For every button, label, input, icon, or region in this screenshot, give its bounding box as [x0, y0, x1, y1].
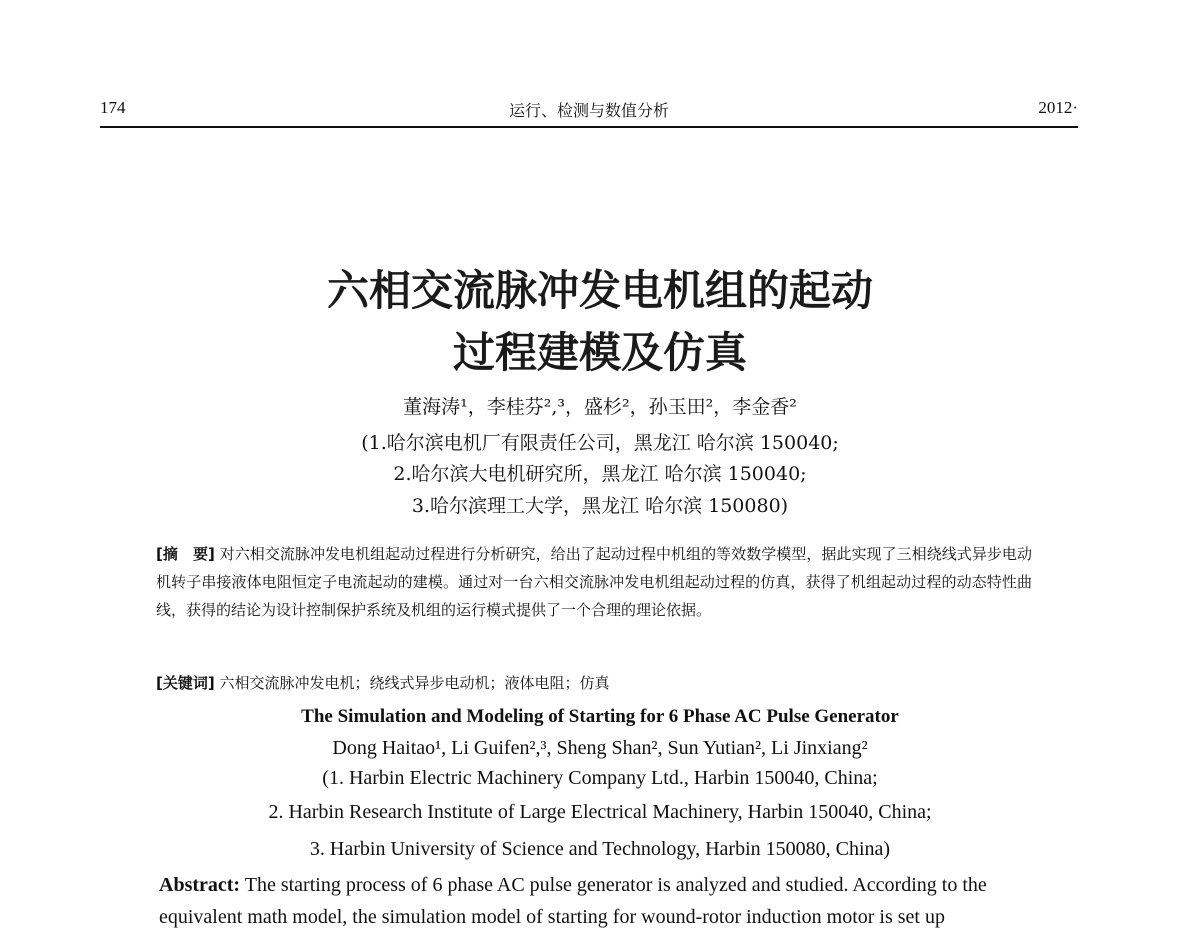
keywords-cn — [156, 672, 610, 693]
title-cn-line2: 过程建模及仿真 — [452, 328, 747, 377]
authors-en: Dong Haitao¹, Li Guifen²,³, Sheng Shan², Sun Yutian², Li Jinxiang² — [332, 737, 868, 759]
affiliation-en-1: (1. Harbin Electric Machinery Company Ltd., Harbin 150040, China; — [322, 767, 878, 789]
affiliation-cn-2: 2.哈尔滨大电机研究所，黑龙江 哈尔滨 150040; — [393, 463, 807, 485]
section-title: 运行、检测与数值分析 — [508, 101, 669, 120]
keywords-cn-label: [关键词] — [156, 674, 215, 692]
title-en: The Simulation and Modeling of Starting for 6 Phase AC Pulse Generator — [301, 706, 899, 727]
authors-cn: 董海涛¹，李桂芬²,³，盛杉²，孙玉田²，李金香² — [403, 396, 797, 418]
abstract-en-label: Abstract: — [159, 874, 241, 896]
running-header — [100, 98, 1078, 128]
affiliation-en-2: 2. Harbin Research Institute of Large Electrical Machinery, Harbin 150040, China; — [268, 801, 932, 823]
abstract-en — [159, 869, 1039, 933]
abstract-cn — [156, 540, 1032, 624]
keywords-cn-text: 六相交流脉冲发电机；绕线式异步电动机；液体电阻；仿真 — [219, 674, 610, 692]
affiliation-cn-1: (1.哈尔滨电机厂有限责任公司，黑龙江 哈尔滨 150040; — [361, 432, 839, 454]
affiliation-en-3: 3. Harbin University of Science and Technology, Harbin 150080, China) — [309, 838, 891, 860]
abstract-cn-label: [摘 要] — [156, 545, 215, 563]
abstract-cn-text: 对六相交流脉冲发电机组起动过程进行分析研究，给出了起动过程中机组的等效数学模型，据此实现了三相绕线式异步电动机转子串接液体电阻恒定子电流起动的建模。通过对一台六相交流脉冲发电机组起动过程的仿真，获得了机组起动过程的动态特性曲线，获得的结论为设计控制保护系统及机组的运行模式提供了一个合理的理论依据。 — [156, 545, 1032, 619]
page-number: 174 — [100, 98, 126, 117]
year: 2012· — [1038, 98, 1078, 117]
title-cn-line1: 六相交流脉冲发电机组的起动 — [326, 266, 873, 315]
affiliation-cn-3: 3.哈尔滨理工大学，黑龙江 哈尔滨 150080) — [411, 495, 789, 517]
abstract-en-text: The starting process of 6 phase AC pulse generator is analyzed and studied. According to the equivalent math model, the simulation model of starting for wound-rotor induction motor is set up — [159, 874, 987, 928]
